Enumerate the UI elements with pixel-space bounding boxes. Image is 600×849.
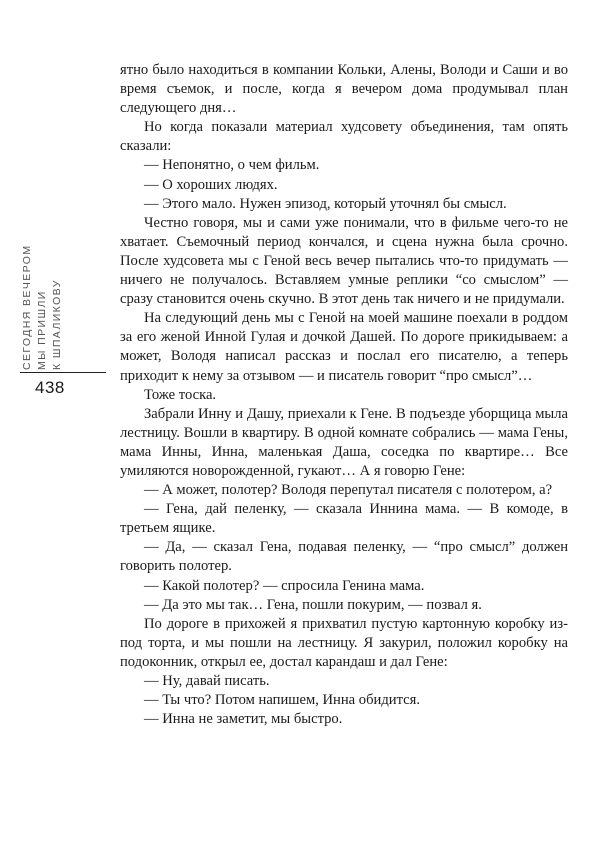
dialogue-line: — О хороших людях. [144,176,278,193]
dialogue-line: — А может, полотер? Володя перепутал писателя с полотером, а? [144,482,553,499]
running-title-line: К ШПАЛИКОВУ [51,279,63,370]
running-title [20,245,80,370]
dialogue-line: — Какой полотер? — спросила Генина мама. [144,577,425,594]
dialogue-line: — Непонятно, о чем фильм. [144,157,320,174]
paragraph: ятно было находиться в компании Кольки, Алены, Володи и Саши и во время съемок, и после, когда я вечером дома продумывал план следующего дня… [120,62,568,117]
dialogue-line: — Гена, дай пеленку, — сказала Иннина мама. — В комоде, в третьем ящике. [120,501,568,537]
running-header [20,245,100,370]
paragraph: Честно говоря, мы и сами уже понимали, что в фильме чего-то не хватает. Съемочный период кончался, и сцена нужна была срочно. После худсовета мы с Геной весь вечер пытались что-то придумать — ничего не получалось. Вставляем умные реплики “со смыслом” — сразу становится очень скучно. В этот день так ничего и не придумали. [120,214,568,308]
dialogue-line: — Инна не заметит, мы быстро. [144,711,343,728]
running-title-line: СЕГОДНЯ ВЕЧЕРОМ [21,244,33,370]
dialogue-line: — Да, — сказал Гена, подавая пеленку, — “про смысл” должен говорить полотер. [120,539,568,575]
dialogue-line: — Ты что? Потом напишем, Инна обидится. [144,692,420,709]
running-title-line: МЫ ПРИШЛИ [36,290,48,370]
paragraph: Тоже тоска. [144,386,217,403]
paragraph: Но когда показали материал худсовету объединения, там опять сказали: [120,119,568,155]
page-number: 438 [35,378,65,397]
paragraph: На следующий день мы с Геной на моей машине поехали в роддом за его женой Инной Гулая и дочкой Дашей. По дороге прикидываем: а может, Володя написал рассказ и послал его писателю, а теперь приходит к нему за отзывом — и писатель говорит “про смысл”… [120,310,568,384]
body-text [120,61,568,729]
dialogue-line: — Ну, давай писать. [144,673,270,689]
dialogue-line: — Этого мало. Нужен эпизод, который уточнял бы смысл. [144,195,507,212]
dialogue-line: — Да это мы так… Гена, пошли покурим, — позвал я. [144,596,482,613]
paragraph: Забрали Инну и Дашу, приехали к Гене. В подъезде уборщица мыла лестницу. Вошли в квартиру. В одной комнате собрались — мама Гены, мама Инны, Инна, маленькая Даша, соседка по квартире… Все умиляются новорожденной, гукают… А я говорю Гене: [120,405,568,479]
paragraph: По дороге в прихожей я прихватил пустую картонную коробку из-под торта, и мы пошли на лестницу. Я закурил, положил коробку на подоконник, открыл ее, достал карандаш и дал Гене: [120,615,568,670]
header-rule [20,372,106,373]
